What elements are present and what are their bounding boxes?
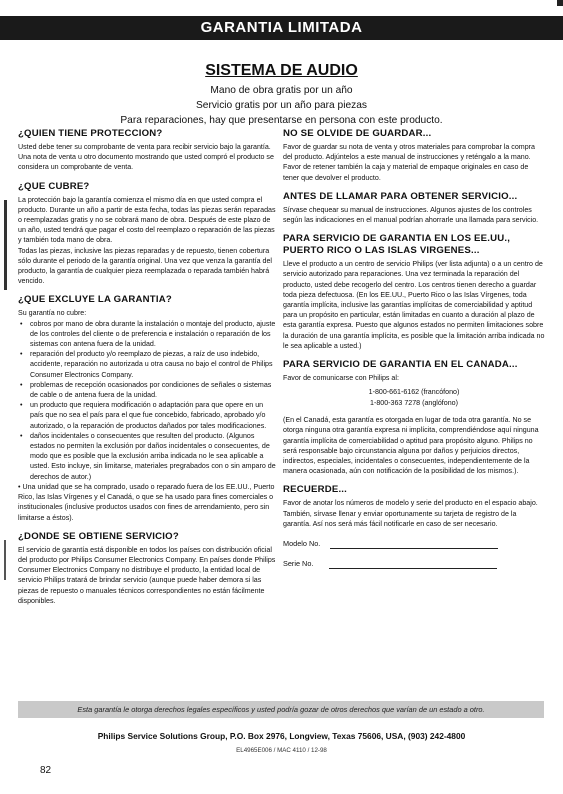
corner-mark [557, 0, 563, 6]
section-title: ¿DONDE SE OBTIENE SERVICIO? [18, 530, 179, 542]
section-remember [283, 484, 545, 569]
section-body: (En el Canadá, esta garantía es otorgada en lugar de toda otra garantía. No se otorga ninguna otra garantía expresa ni implícita, comprendiéndose aquí ninguna garantía implícita de comerciabilidad o aptitud para propósito alguno. Philips no será responsable bajo circunstancia alguna por daños y perjuicios directos, indirectos, especiales, incidentales o consecuentes, independientemente de la manera ocasionada, aún con notificación de la posibilidad de los mismos.). [283, 416, 539, 476]
serial-blank-line [329, 560, 497, 569]
section-body: Favor de guardar su nota de venta y otros materiales para comprobar la compra del producto. Adjúntelos a este manual de instrucciones y reténgalo a la mano. Favor de retener también la caja y material de empaque originales en caso de tener que devolver el producto. [283, 143, 535, 182]
scan-edge-mark [4, 200, 7, 290]
legal-notice: Esta garantía le otorga derechos legales específicos y usted podría gozar de otros derechos que varían de un estado a otro. [18, 701, 544, 718]
footer-code: EL4965E006 / MAC 4110 / 12-98 [236, 747, 327, 754]
phone-english: 1-800-363 7278 (anglófono) [370, 399, 458, 408]
list-item: • daños incidentales o consecuentes que resulten del producto. (Algunos estados no permiten la exclusión por daños incidentales o consecuentes, de modo que es posible que la exclusión arriba indicada no le sea aplicable a usted. Esto incluye, sin limitarse, materiales pregrabados con o sin amparo de derechos de autor.) [30, 431, 276, 482]
section-intro: Favor de comunicarse con Philips al: [283, 374, 399, 383]
section-canada [283, 359, 545, 476]
section-body: Favor de anotar los números de modelo y serie del producto en el espacio abajo. También, sírvase llenar y enviar oportunamente su tarjeta de registro de la garantía. Así nos será más fácil notificarle en caso de ser necesario. [283, 499, 538, 528]
section-exclusions [18, 294, 276, 522]
section-title: ¿QUE CUBRE? [18, 180, 90, 192]
section-before-calling [283, 191, 545, 225]
header-line: Para reparaciones, hay que presentarse en persona con este producto. [120, 115, 443, 126]
section-title: NO SE OLVIDE DE GUARDAR... [283, 128, 432, 139]
model-label: Modelo No. [283, 539, 321, 549]
section-where [18, 531, 276, 606]
header-line: Mano de obra gratis por un año [210, 85, 353, 96]
model-blank-line [330, 540, 498, 549]
right-column [283, 128, 545, 577]
page-title: SISTEMA DE AUDIO [205, 62, 358, 79]
list-item: • cobros por mano de obra durante la instalación o montaje del producto, ajuste de los controles del cliente o de preferencia e instalación o reparación de los sistemas con antena fuera de la unidad. [30, 319, 276, 350]
section-body: El servicio de garantía está disponible en todos los países con distribución oficial del producto por Philips Consumer Electronics Company. En países donde Philips Consumer Electronics Company no distribuye el producto, la entidad local de servicio Philips tratará de brindar servicio (aunque puede haber demora si las piezas de repuesto o manuales técnicos correspondientes no están fácilmente disponibles. [18, 545, 276, 605]
section-title: PARA SERVICIO DE GARANTIA EN LOS EE.UU., PUERTO RICO O LAS ISLAS VIRGENES... [283, 233, 511, 257]
section-body: La protección bajo la garantía comienza el mismo día en que usted compra el producto. Durante un año a partir de esta fecha, todas las piezas serán reparadas o reemplazadas gratis y no se cobrará mano de obra. Después de este plazo de un año, usted tendrá que pagar el costo del reemplazo o reparación de las piezas y también toda mano de obra. [18, 195, 276, 245]
section-keep [283, 128, 545, 183]
scan-edge-mark [4, 540, 6, 580]
page-header [0, 62, 563, 128]
section-title: ¿QUIEN TIENE PROTECCION? [18, 128, 163, 139]
section-body: Lleve el producto a un centro de servicio Philips (ver lista adjunta) o a un centro de servicio autorizado para reparaciones. Una vez terminada la reparación del producto, usted debe recogerlo del centro. Los centros tienen derecho a guardar toda pieza defectuosa. (En los EE.UU., Puerto Rico o las Islas Vírgenes, toda garantía implícita, inclusive las garantías implícitas de comerciabilidad y aptitud para un propósito en particular, están limitadas en cuanto a duración al plazo de esta garantía expresa. Puesto que algunos estados no permiten limitaciones sobre la duración de una garantía implícita, es posible que la limitación arriba indicada no le sea aplicable a usted.) [283, 260, 545, 350]
section-body: Todas las piezas, inclusive las piezas reparadas y de repuesto, tienen cobertura sólo durante el periodo de la garantía original. Una vez que venza la garantía del producto, la garantía de cualquier pieza reemplazada o reparada también habrá vencido. [18, 246, 272, 286]
banner: GARANTIA LIMITADA [0, 16, 563, 40]
section-body: Usted debe tener su comprobante de venta para recibir servicio bajo la garantía. Una nota de venta u otro documento mostrando que usted compró el producto se considera un comprobante de venta. [18, 143, 274, 172]
left-column [18, 128, 276, 614]
section-title: ¿QUE EXCLUYE LA GARANTIA? [18, 294, 172, 306]
section-title: RECUERDE... [283, 484, 348, 496]
section-title: PARA SERVICIO DE GARANTIA EN EL CANADA... [283, 359, 518, 371]
section-coverage [18, 181, 276, 287]
exclusion-tail: • Una unidad que se ha comprado, usado o reparado fuera de los EE.UU., Puerto Rico, las Islas Vírgenes y el Canadá, o que se ha usado para fines comerciales o institucionales (inclusive productos usados con fines de arrendamiento, pero sin limitarse a éstos). [18, 482, 275, 522]
serial-label: Serie No. [283, 559, 314, 569]
serial-field [283, 559, 545, 569]
list-item: • problemas de recepción ocasionados por condiciones de señales o sistemas de cable o de antena fuera de la unidad. [30, 380, 276, 400]
page-number: 82 [40, 765, 52, 776]
footer-address: Philips Service Solutions Group, P.O. Box 2976, Longview, Texas 75606, USA, (903) 242-4800 [97, 731, 466, 741]
header-line: Servicio gratis por un año para piezas [195, 100, 368, 111]
section-who [18, 128, 276, 173]
exclusion-list [18, 319, 276, 482]
section-body: Sírvase chequear su manual de instrucciones. Algunos ajustes de los controles según las indicaciones en el manual podrían ahorrarle una llamada para servicio. [283, 205, 539, 225]
section-usa [283, 233, 545, 351]
list-item: • un producto que requiera modificación o adaptación para que opere en un país que no sea el país para el que fue concebido, fabricado, aprobado y/o autorizado, o la reparación de productos dañados por tales modificaciones. [30, 400, 276, 431]
model-field [283, 539, 545, 549]
section-intro: Su garantía no cubre: [18, 309, 87, 318]
list-item: • reparación del producto y/o reemplazo de piezas, a raíz de uso indebido, accidente, reparación no autorizada u otra causa no bajo el control de Philips Consumer Electronics Company. [30, 349, 276, 380]
phone-french: 1-800-661-6162 (francófono) [368, 388, 460, 397]
section-title: ANTES DE LLAMAR PARA OBTENER SERVICIO... [283, 190, 518, 202]
phone-numbers [283, 387, 545, 409]
